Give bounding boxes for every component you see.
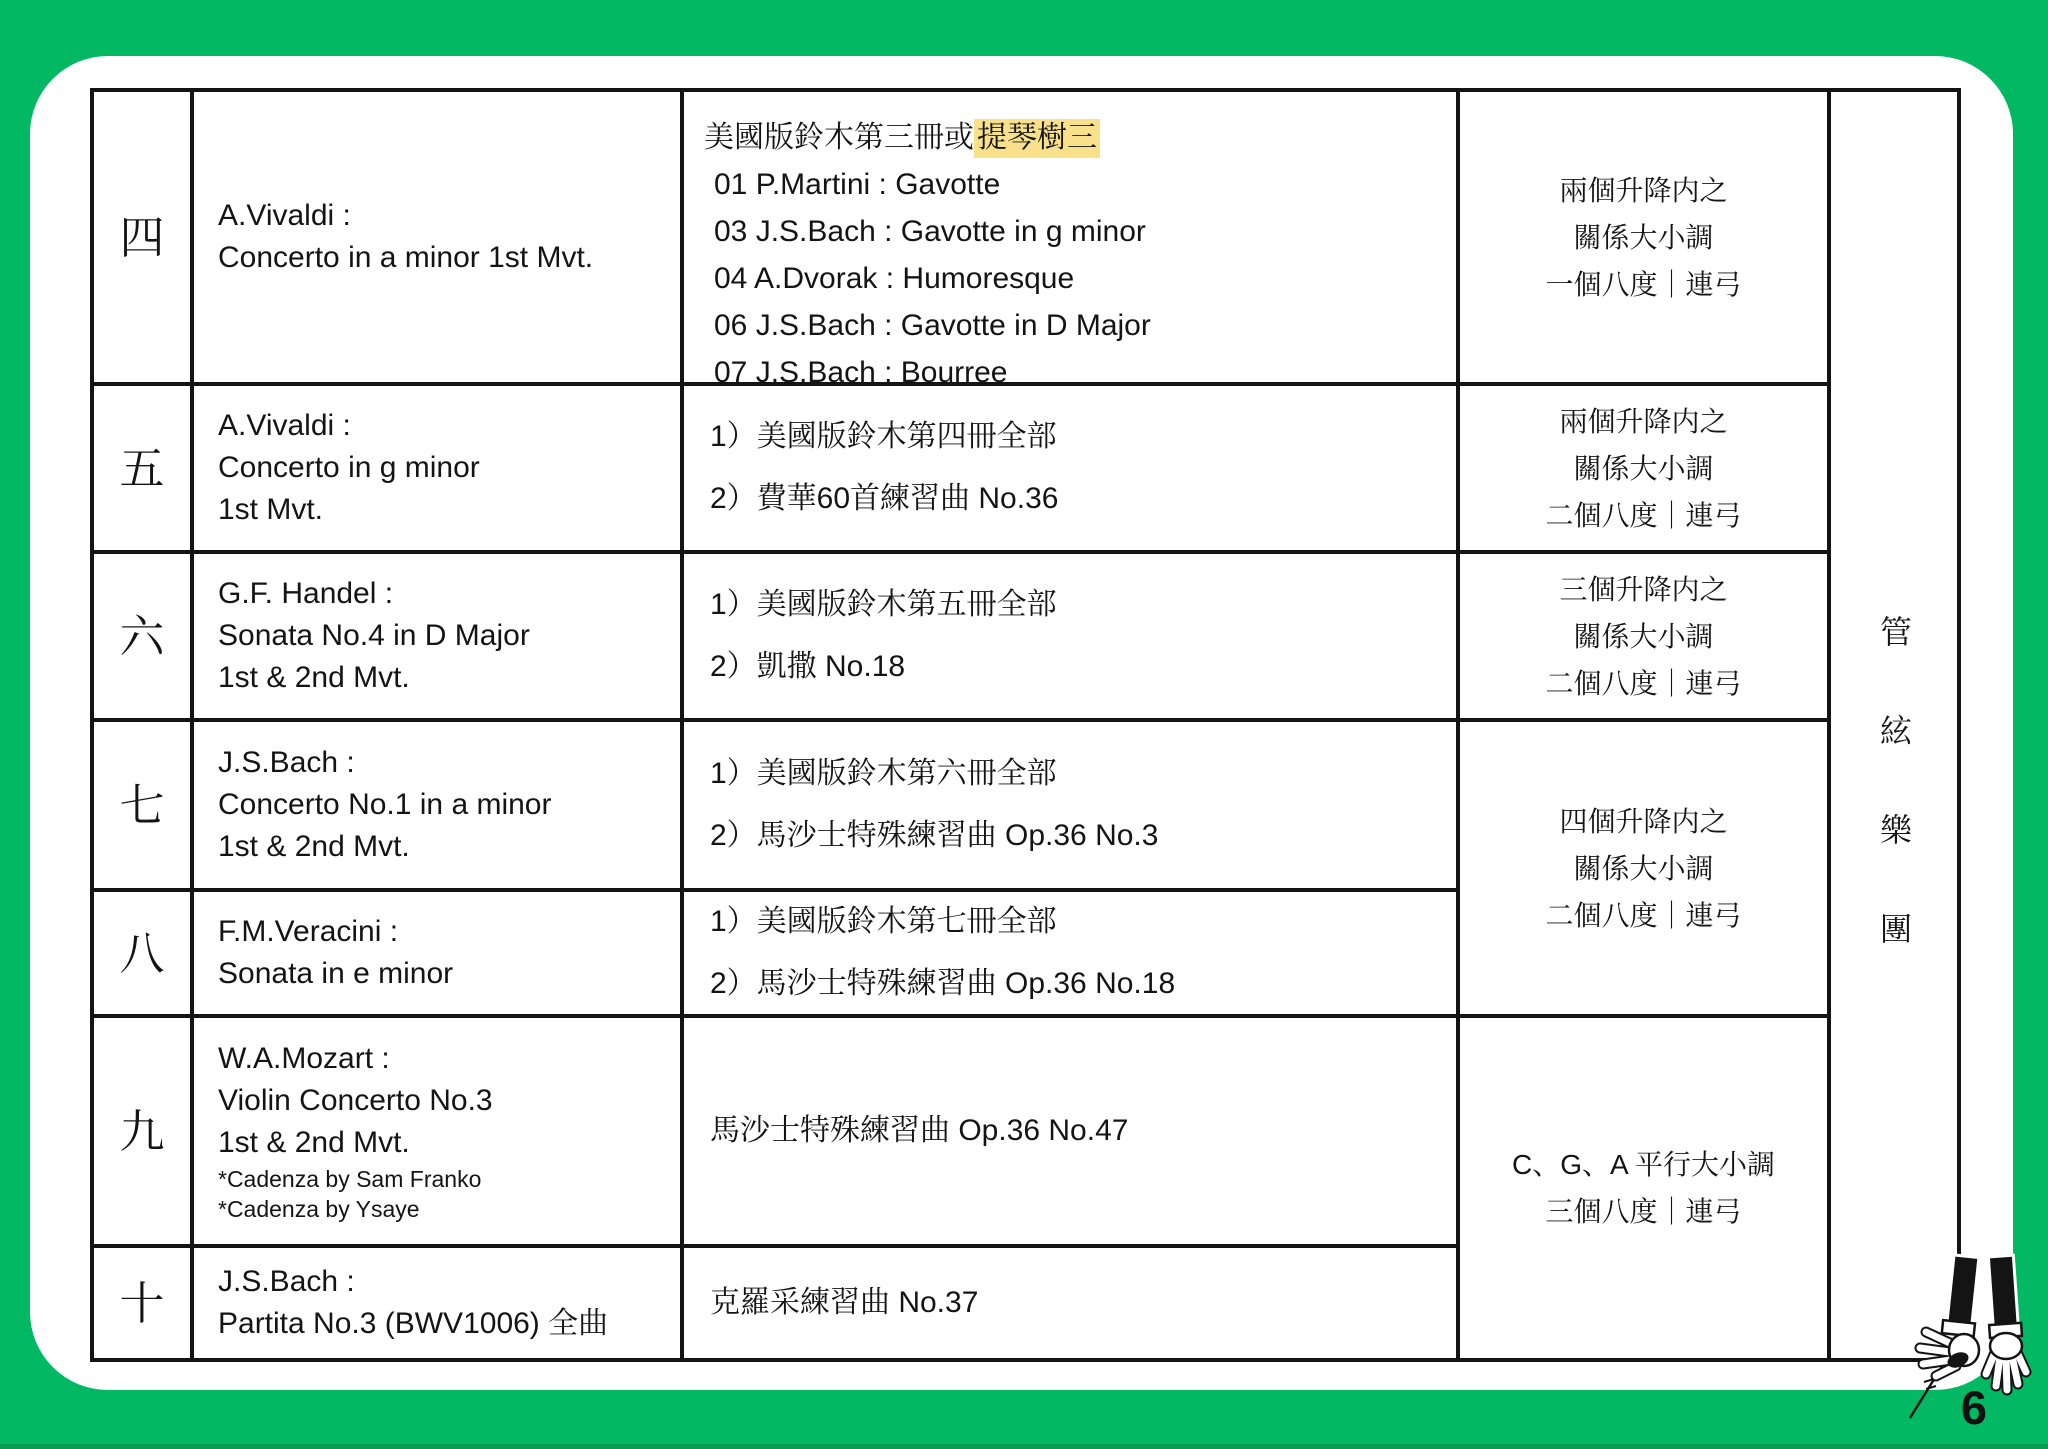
piece-line: 1st & 2nd Mvt. [218,661,410,694]
etude-item: 03 J.S.Bach : Gavotte in g minor [714,215,1146,248]
scales-line: 關係大小調 [1573,620,1714,652]
etude-cell-4 [684,92,1460,386]
piece-line: Concerto No.1 in a minor [218,788,552,821]
orchestra-vertical-label: 管絃樂團 [1876,615,1912,1011]
etude-item: 06 J.S.Bach : Gavotte in D Major [714,309,1151,342]
piece-line: Concerto in g minor [218,451,480,484]
level-label: 七 [119,779,165,831]
scales-cell-4 [1460,92,1831,386]
piece-line: Partita No.3 (BWV1006) 全曲 [218,1307,609,1340]
right-arm [1984,1255,2022,1338]
scales-line: 二個八度｜連弓 [1545,899,1742,931]
piece-line: J.S.Bach : [218,1265,355,1298]
grading-syllabus-table [90,88,1961,1362]
level-cell-4 [94,92,194,386]
level-cell-10 [94,1248,194,1358]
scales-line: 關係大小調 [1573,221,1714,253]
piece-line: A.Vivaldi : [218,409,351,442]
piece-cell-7 [194,722,684,892]
etude-cell-5 [684,386,1460,554]
piece-cell-8 [194,892,684,1018]
scales-line: 三個升降内之 [1559,573,1728,605]
page-number: 6 [1960,1381,1988,1434]
etude-cell-8 [684,892,1460,1018]
piece-line: 1st & 2nd Mvt. [218,1126,410,1159]
scales-line: 一個八度｜連弓 [1545,268,1742,300]
scales-line: 關係大小調 [1573,852,1714,884]
piece-line: W.A.Mozart : [218,1042,390,1075]
piece-line: Sonata in e minor [218,957,454,990]
level-cell-5 [94,386,194,554]
scales-line: 二個八度｜連弓 [1545,667,1742,699]
scales-cell-9-10-merged [1460,1018,1831,1358]
level-cell-6 [94,554,194,722]
level-cell-7 [94,722,194,892]
etude-cell-9 [684,1018,1460,1248]
etude-cell-7 [684,722,1460,892]
level-label: 十 [119,1277,165,1329]
etude-item: 04 A.Dvorak : Humoresque [714,262,1075,295]
etude-item: 2）馬沙士特殊練習曲 Op.36 No.3 [710,819,1159,852]
level-cell-9 [94,1018,194,1248]
cadenza-note: *Cadenza by Ysaye [218,1196,420,1222]
scales-line: 兩個升降内之 [1559,405,1728,437]
scales-line: C、G、A 平行大小調 [1512,1149,1775,1180]
etude-item: 馬沙士特殊練習曲 Op.36 No.47 [710,1114,1129,1147]
etude-item: 1）美國版鈴木第七冊全部 [710,905,1057,938]
piece-line: G.F. Handel : [218,577,394,610]
etude-header-text: 美國版鈴木第三冊或 [704,121,974,154]
etude-header [704,114,1448,161]
level-cell-8 [94,892,194,1018]
piece-line: Sonata No.4 in D Major [218,619,530,652]
scales-line: 三個八度｜連弓 [1545,1196,1742,1227]
piece-cell-9 [194,1018,684,1248]
etude-item: 2）馬沙士特殊練習曲 Op.36 No.18 [710,967,1176,1000]
left-hand [1920,1332,1979,1376]
etude-item: 07 J.S.Bach : Bourree [714,356,1008,386]
level-label: 四 [119,211,165,263]
level-label: 五 [119,442,165,494]
etude-cell-6 [684,554,1460,722]
etude-item: 1）美國版鈴木第六冊全部 [710,757,1057,790]
scales-line: 二個八度｜連弓 [1545,499,1742,531]
etude-item: 01 P.Martini : Gavotte [714,168,1001,201]
etude-item: 2）凱撒 No.18 [710,650,906,683]
level-label: 九 [119,1105,165,1157]
piece-cell-10 [194,1248,684,1358]
piece-line: Concerto in a minor 1st Mvt. [218,241,594,274]
etude-item: 克羅采練習曲 No.37 [710,1286,979,1319]
scales-cell-7-8-merged [1460,722,1831,1018]
level-label: 六 [119,610,165,662]
piece-line: Violin Concerto No.3 [218,1084,493,1117]
bottom-edge-strip [0,1444,2048,1449]
piece-line: F.M.Veracini : [218,915,399,948]
etude-cell-10 [684,1248,1460,1358]
cadenza-note: *Cadenza by Sam Franko [218,1166,482,1192]
piece-cell-4 [194,92,684,386]
etude-item: 1）美國版鈴木第五冊全部 [710,588,1057,621]
scales-cell-5 [1460,386,1831,554]
highlighted-text: 提琴樹三 [974,119,1100,158]
piece-line: 1st & 2nd Mvt. [218,830,410,863]
orchestra-column-cell [1831,92,1957,1358]
piece-line: A.Vivaldi : [218,199,351,232]
level-label: 八 [119,927,165,979]
piece-cell-5 [194,386,684,554]
scales-line: 關係大小調 [1573,452,1714,484]
etude-item: 2）費華60首練習曲 No.36 [710,482,1059,515]
scales-cell-6 [1460,554,1831,722]
piece-line: J.S.Bach : [218,746,355,779]
piece-line: 1st Mvt. [218,493,324,526]
hands-over-edge-doodle [1840,1232,2048,1449]
scales-line: 四個升降内之 [1559,805,1728,837]
etude-item: 1）美國版鈴木第四冊全部 [710,420,1057,453]
scales-line: 兩個升降内之 [1559,174,1728,206]
left-arm [1942,1255,1982,1337]
piece-cell-6 [194,554,684,722]
